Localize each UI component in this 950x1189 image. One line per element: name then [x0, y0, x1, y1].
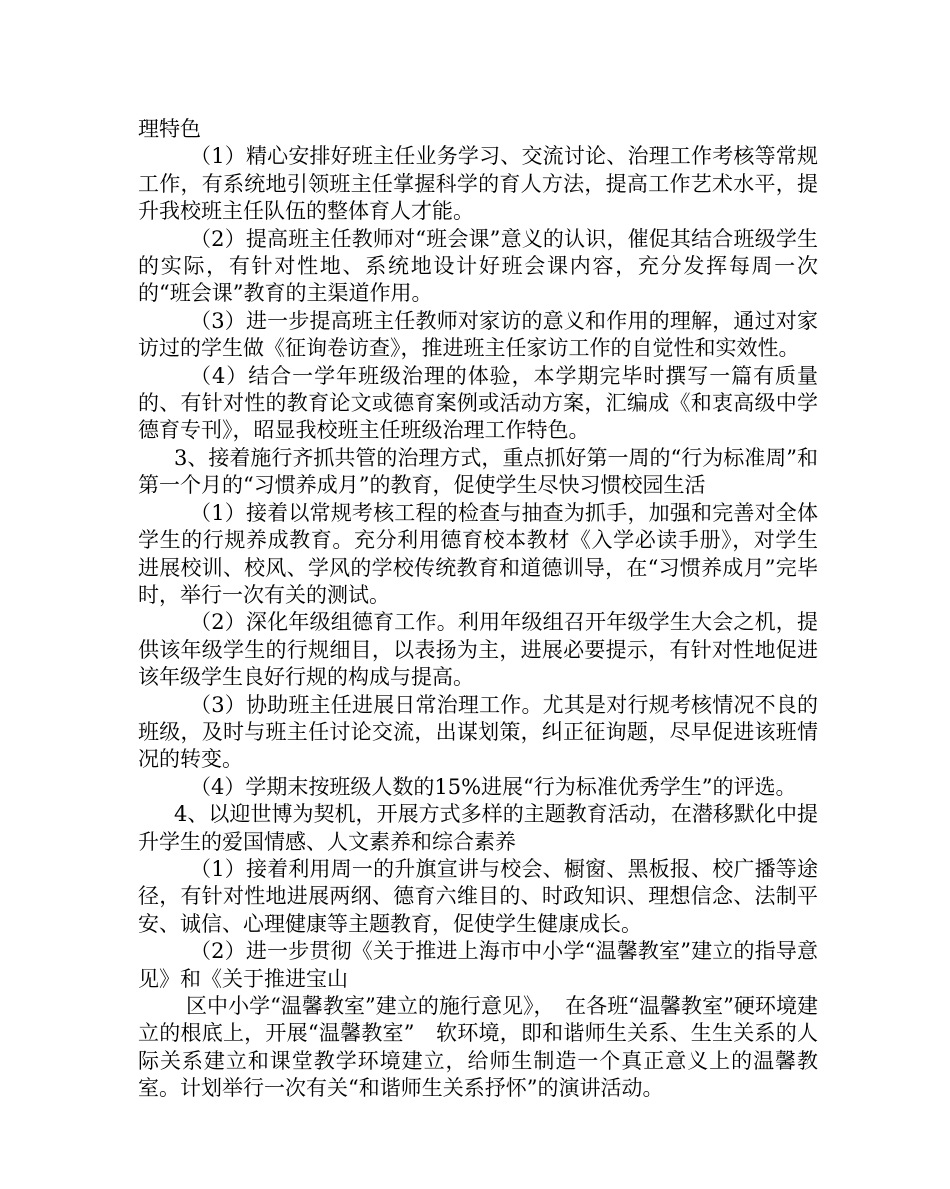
paragraph: （3）协助班主任进展日常治理工作。尤其是对行规考核情况不良的班级，及时与班主任讨论交流，出谋划策，纠正征询题，尽早促进该班情况的转变。: [138, 692, 818, 772]
paragraph: （2）进一步贯彻《关于推进上海市中小学“温馨教室”建立的指导意见》和《关于推进宝山: [138, 939, 818, 991]
paragraph: 理特色: [138, 117, 201, 141]
paragraph: 区中小学“温馨教室”建立的施行意见》， 在各班“温馨教室”硬环境建立的根底上，开展“温馨教室” 软环境，即和谐师生关系、生生关系的人际关系建立和课堂教学环境建立，给师生制造一个真正意义上的温馨教室。计划举行一次有关“和谐师生关系抒怀”的演讲活动。: [138, 994, 818, 1101]
paragraph: （3）进一步提高班主任教师对家访的意义和作用的理解，通过对家访过的学生做《征询卷访查》，推进班主任家访工作的自觉性和实效性。: [138, 308, 818, 361]
paragraph: （2）提高班主任教师对“班会课”意义的认识，催促其结合班级学生的实际，有针对性地、系统地设计好班会课内容，充分发挥每周一次的“班会课”教育的主渠道作用。: [138, 226, 818, 306]
section-heading-paragraph: 4、以迎世博为契机，开展方式多样的主题教育活动，在潜移默化中提升学生的爱国情感、人文素养和综合素养: [138, 802, 818, 854]
paragraph: （1）接着以常规考核工程的检查与抽查为抓手，加强和完善对全体学生的行规养成教育。充分利用德育校本教材《入学必读手册》，对学生进展校训、校风、学风的学校传统教育和道德训导，在“习惯养成月”完毕时，举行一次有关的测试。: [138, 500, 818, 607]
paragraph: （4）学期末按班级人数的15%进展“行为标准优秀学生”的评选。: [190, 774, 797, 799]
paragraph: （1）接着利用周一的升旗宣讲与校会、橱窗、黑板报、校广播等途径，有针对性地进展两纲、德育六维目的、时政知识、理想信念、法制平安、诚信、心理健康等主题教育，促使学生健康成长。: [138, 856, 818, 936]
document-body: [138, 116, 818, 1103]
paragraph: （4）结合一学年班级治理的体验，本学期完毕时撰写一篇有质量的、有针对性的教育论文或德育案例或活动方案，汇编成《和衷高级中学德育专刊》，昭显我校班主任班级治理工作特色。: [138, 363, 818, 443]
paragraph: （1）精心安排好班主任业务学习、交流讨论、治理工作考核等常规工作，有系统地引领班主任掌握科学的育人方法，提高工作艺术水平，提升我校班主任队伍的整体育人才能。: [138, 144, 818, 224]
paragraph: （2）深化年级组德育工作。利用年级组召开年级学生大会之机，提供该年级学生的行规细目，以表扬为主，进展必要提示，有针对性地促进该年级学生良好行规的构成与提高。: [138, 610, 818, 690]
section-heading-paragraph: 3、接着施行齐抓共管的治理方式，重点抓好第一周的“行为标准周”和第一个月的“习惯养成月”的教育，促使学生尽快习惯校园生活: [138, 445, 818, 498]
